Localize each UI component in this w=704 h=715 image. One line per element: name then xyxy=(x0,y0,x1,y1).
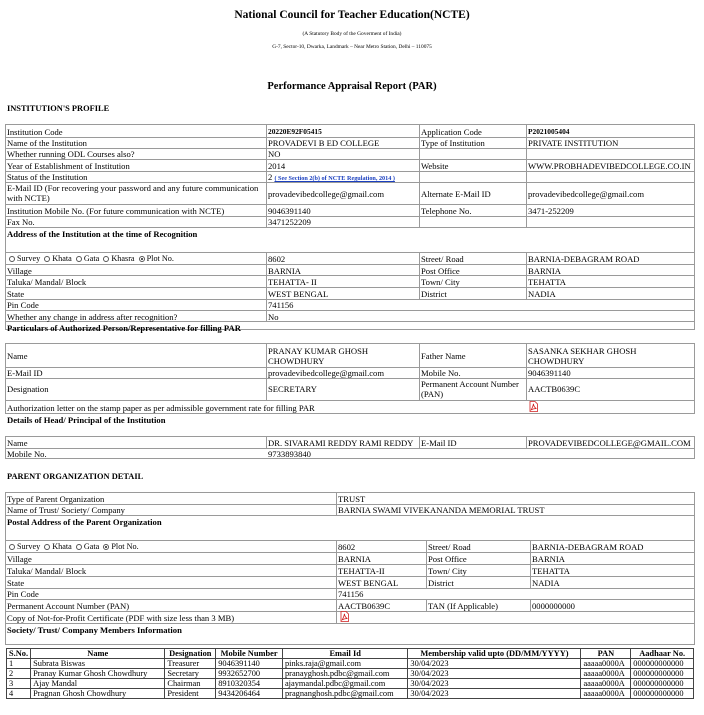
year-value: 2014 xyxy=(268,161,286,171)
authorized-email-label: E-Mail ID xyxy=(7,368,43,378)
cell-email: pranayghosh.pdbc@gmail.com xyxy=(282,669,407,679)
parent-radio-khata-label: Khata xyxy=(52,542,72,551)
parent-postal-heading: Postal Address of the Parent Organization xyxy=(7,517,162,527)
cell-sno: 4 xyxy=(7,689,31,699)
members-table xyxy=(6,648,694,699)
parent-type-value: TRUST xyxy=(338,494,366,504)
cell-designation: Chairman xyxy=(165,679,216,689)
radio-plot-no[interactable] xyxy=(139,256,145,262)
parent-plot-value: 8602 xyxy=(338,542,356,552)
parent-name-label: Name of Trust/ Society/ Company xyxy=(7,505,125,515)
parent-district-label: District xyxy=(428,578,454,588)
table-row xyxy=(7,669,694,679)
parent-pan-label: Permanent Account Number (PAN) xyxy=(7,601,130,611)
father-name-label: Father Name xyxy=(421,351,466,361)
recognition-po-value: BARNIA xyxy=(528,266,561,276)
parent-land-type-radios xyxy=(9,542,139,552)
designation-label: Designation xyxy=(7,384,49,394)
not-for-profit-label: Copy of Not-for-Profit Certificate (PDF with size less than 3 MB) xyxy=(7,613,235,623)
designation-value: SECRETARY xyxy=(268,384,317,394)
parent-town-value: TEHATTA xyxy=(532,566,570,576)
cell-designation: President xyxy=(165,689,216,699)
status-regulation-link[interactable]: ( See Section 2(b) of NCTE Regulation, 2014 ) xyxy=(274,175,395,182)
head-name-value: DR. SIVARAMI REDDY RAMI REDDY xyxy=(268,438,414,448)
telephone-value: 3471-252209 xyxy=(528,206,574,216)
authorization-letter-label: Authorization letter on the stamp paper as per admissible government rate for filling PAR xyxy=(7,403,315,413)
mobile-label: Institution Mobile No. (For future communication with NCTE) xyxy=(7,206,225,216)
parent-state-label: State xyxy=(7,578,25,588)
alt-email-value: provadevibedcollege@gmail.com xyxy=(528,189,645,199)
recognition-town-label: Town/ City xyxy=(421,277,460,287)
institution-profile-heading: INSTITUTION'S PROFILE xyxy=(7,104,110,113)
institution-code-label: Institution Code xyxy=(7,127,63,137)
cell-name: Pranay Kumar Ghosh Chowdhury xyxy=(31,669,165,679)
cell-aadhaar: 000000000000 xyxy=(631,659,694,669)
institution-type-value: PRIVATE INSTITUTION xyxy=(528,138,619,148)
head-email-label: E-Mail ID xyxy=(421,438,457,448)
authorized-pan-label: Permanent Account Number (PAN) xyxy=(421,379,519,399)
parent-name-value: BARNIA SWAMI VIVEKANANDA MEMORIAL TRUST xyxy=(338,505,545,515)
cell-mobile: 9932652700 xyxy=(216,669,283,679)
members-heading: Society/ Trust/ Company Members Information xyxy=(7,625,182,635)
table-row xyxy=(7,679,694,689)
recognition-taluka-value: TEHATTA- II xyxy=(268,277,317,287)
cell-valid-upto: 30/04/2023 xyxy=(408,669,581,679)
recognition-village-value: BARNIA xyxy=(268,266,301,276)
authorized-email-value: provadevibedcollege@gmail.com xyxy=(268,368,385,378)
head-mobile-label: Mobile No. xyxy=(7,449,47,459)
status-label: Status of the Institution xyxy=(7,172,88,182)
address-change-value: No xyxy=(268,312,279,322)
radio-khasra[interactable] xyxy=(103,256,109,262)
parent-radio-plot-no[interactable] xyxy=(103,544,109,550)
fax-label: Fax No. xyxy=(7,217,35,227)
father-name-value: SASANKA SEKHAR GHOSH CHOWDHURY xyxy=(528,346,637,366)
telephone-label: Telephone No. xyxy=(421,206,472,216)
recognition-address-heading: Address of the Institution at the time of Recognition xyxy=(7,229,198,239)
address-change-label: Whether any change in address after recognition? xyxy=(7,312,178,322)
col-aadhaar: Aadhaar No. xyxy=(631,649,694,659)
authorization-letter-pdf-icon[interactable] xyxy=(529,401,538,412)
head-email-value: PROVADEVIBEDCOLLEGE@GMAIL.COM xyxy=(528,438,691,448)
col-name: Name xyxy=(31,649,165,659)
recognition-state-label: State xyxy=(7,289,25,299)
cell-pan: aaaaa0000A xyxy=(581,659,631,669)
institution-name-value: PROVADEVI B ED COLLEGE xyxy=(268,138,380,148)
radio-khasra-label: Khasra xyxy=(111,254,135,263)
cell-email: ajaymandal.pdbc@gmail.com xyxy=(282,679,407,689)
parent-taluka-value: TEHATTA-II xyxy=(338,566,385,576)
email-value: provadevibedcollege@gmail.com xyxy=(268,189,385,199)
authorized-mobile-label: Mobile No. xyxy=(421,368,461,378)
parent-radio-gata-label: Gata xyxy=(83,542,100,551)
radio-plot-no-label: Plot No. xyxy=(146,254,174,263)
cell-pan: aaaaa0000A xyxy=(581,679,631,689)
col-mobile: Mobile Number xyxy=(216,649,283,659)
recognition-village-label: Village xyxy=(7,266,32,276)
col-sno: S.No. xyxy=(7,649,31,659)
not-for-profit-pdf-icon[interactable] xyxy=(340,611,349,622)
head-name-label: Name xyxy=(7,438,28,448)
cell-mobile: 9046391140 xyxy=(216,659,283,669)
application-code-label: Application Code xyxy=(421,127,482,137)
council-address: G-7, Sector-10, Dwarka, Landmark – Near Metro Station, Delhi – 110075 xyxy=(272,44,432,50)
parent-type-label: Type of Parent Organization xyxy=(7,494,105,504)
cell-pan: aaaaa0000A xyxy=(581,669,631,679)
alt-email-label: Alternate E-Mail ID xyxy=(421,189,491,199)
mobile-value: 9046391140 xyxy=(268,206,311,216)
parent-pan-value: AACTB0639C xyxy=(338,601,391,611)
recognition-pin-label: Pin Code xyxy=(7,300,39,310)
institution-type-label: Type of Institution xyxy=(421,138,485,148)
parent-taluka-label: Taluka/ Mandal/ Block xyxy=(7,566,87,576)
cell-valid-upto: 30/04/2023 xyxy=(408,679,581,689)
cell-pan: aaaaa0000A xyxy=(581,689,631,699)
cell-mobile: 9434206464 xyxy=(216,689,283,699)
cell-aadhaar: 000000000000 xyxy=(631,689,694,699)
cell-aadhaar: 000000000000 xyxy=(631,679,694,689)
cell-mobile: 8910320354 xyxy=(216,679,283,689)
recognition-state-value: WEST BENGAL xyxy=(268,289,329,299)
parent-radio-survey[interactable] xyxy=(9,544,15,550)
authorized-pan-value: AACTB0639C xyxy=(528,384,581,394)
recognition-street-label: Street/ Road xyxy=(421,254,464,264)
recognition-plot-value: 8602 xyxy=(268,254,286,264)
cell-designation: Secretary xyxy=(165,669,216,679)
fax-value: 3471252209 xyxy=(268,217,311,227)
parent-po-label: Post Office xyxy=(428,554,467,564)
report-title: Performance Appraisal Report (PAR) xyxy=(267,81,437,92)
recognition-po-label: Post Office xyxy=(421,266,460,276)
parent-street-value: BARNIA-DEBAGRAM ROAD xyxy=(532,542,644,552)
parent-org-heading: PARENT ORGANIZATION DETAIL xyxy=(7,472,144,481)
email-label: E-Mail ID (For recovering your password and any future communication with NCTE) xyxy=(7,183,259,203)
tan-value: 0000000000 xyxy=(532,601,575,611)
council-title: National Council for Teacher Education(NCTE) xyxy=(234,9,470,21)
status-number: 2 xyxy=(268,172,273,182)
cell-sno: 1 xyxy=(7,659,31,669)
parent-pin-value: 741156 xyxy=(338,589,364,599)
recognition-taluka-label: Taluka/ Mandal/ Block xyxy=(7,277,87,287)
table-row xyxy=(7,689,694,699)
parent-state-value: WEST BENGAL xyxy=(338,578,399,588)
council-subtitle: (A Statutory Body of the Goverment of India) xyxy=(302,31,402,37)
authorized-name-label: Name xyxy=(7,351,28,361)
parent-town-label: Town/ City xyxy=(428,566,467,576)
authorized-mobile-value: 9046391140 xyxy=(528,368,571,378)
cell-email: pinks.raja@gmail.com xyxy=(282,659,407,669)
website-value: WWW.PROBHADEVIBEDCOLLEGE.CO.IN xyxy=(528,161,691,171)
cell-valid-upto: 30/04/2023 xyxy=(408,659,581,669)
radio-gata-label: Gata xyxy=(83,254,100,263)
table-row xyxy=(7,659,694,669)
parent-street-label: Street/ Road xyxy=(428,542,471,552)
radio-survey-label: Survey xyxy=(17,254,41,263)
radio-khata[interactable] xyxy=(44,256,50,262)
recognition-pin-value: 741156 xyxy=(268,300,294,310)
head-mobile-value: 9733893840 xyxy=(268,449,311,459)
col-designation: Designation xyxy=(165,649,216,659)
cell-name: Ajay Mandal xyxy=(31,679,165,689)
authorized-name-value: PRANAY KUMAR GHOSH CHOWDHURY xyxy=(268,346,369,366)
parent-po-value: BARNIA xyxy=(532,554,565,564)
parent-village-label: Village xyxy=(7,554,32,564)
parent-village-value: BARNIA xyxy=(338,554,371,564)
application-code-value: P2021005404 xyxy=(528,127,570,136)
parent-radio-khata[interactable] xyxy=(44,544,50,550)
col-membership-valid: Membership valid upto (DD/MM/YYYY) xyxy=(408,649,581,659)
odl-value: NO xyxy=(268,149,281,159)
recognition-district-label: District xyxy=(421,289,447,299)
cell-sno: 2 xyxy=(7,669,31,679)
parent-district-value: NADIA xyxy=(532,578,560,588)
cell-valid-upto: 30/04/2023 xyxy=(408,689,581,699)
radio-gata[interactable] xyxy=(76,256,82,262)
col-email: Email Id xyxy=(282,649,407,659)
cell-name: Pragnan Ghosh Chowdhury xyxy=(31,689,165,699)
parent-radio-plot-no-label: Plot No. xyxy=(111,542,139,551)
authorized-person-heading: Particulars of Authorized Person/Representative for filling PAR xyxy=(7,323,241,333)
cell-sno: 3 xyxy=(7,679,31,689)
status-value xyxy=(268,172,395,184)
recognition-district-value: NADIA xyxy=(528,289,556,299)
recognition-land-type-radios xyxy=(9,254,174,264)
recognition-street-value: BARNIA-DEBAGRAM ROAD xyxy=(528,254,640,264)
odl-label: Whether running ODL Courses also? xyxy=(7,149,135,159)
parent-pin-label: Pin Code xyxy=(7,589,39,599)
col-pan: PAN xyxy=(581,649,631,659)
tan-label: TAN (If Applicable) xyxy=(428,601,498,611)
members-header-row xyxy=(7,649,694,659)
head-principal-heading: Details of Head/ Principal of the Institution xyxy=(7,415,166,425)
cell-aadhaar: 000000000000 xyxy=(631,669,694,679)
radio-survey[interactable] xyxy=(9,256,15,262)
institution-name-label: Name of the Institution xyxy=(7,138,87,148)
parent-radio-gata[interactable] xyxy=(76,544,82,550)
cell-email: pragnanghosh.pdbc@gmail.com xyxy=(282,689,407,699)
parent-radio-survey-label: Survey xyxy=(17,542,41,551)
radio-khata-label: Khata xyxy=(52,254,72,263)
year-label: Year of Establishment of Institution xyxy=(7,161,130,171)
recognition-town-value: TEHATTA xyxy=(528,277,566,287)
cell-designation: Treasurer xyxy=(165,659,216,669)
institution-code-value: 20220E92F05415 xyxy=(268,127,322,136)
cell-name: Subrata Biswas xyxy=(31,659,165,669)
website-label: Website xyxy=(421,161,449,171)
